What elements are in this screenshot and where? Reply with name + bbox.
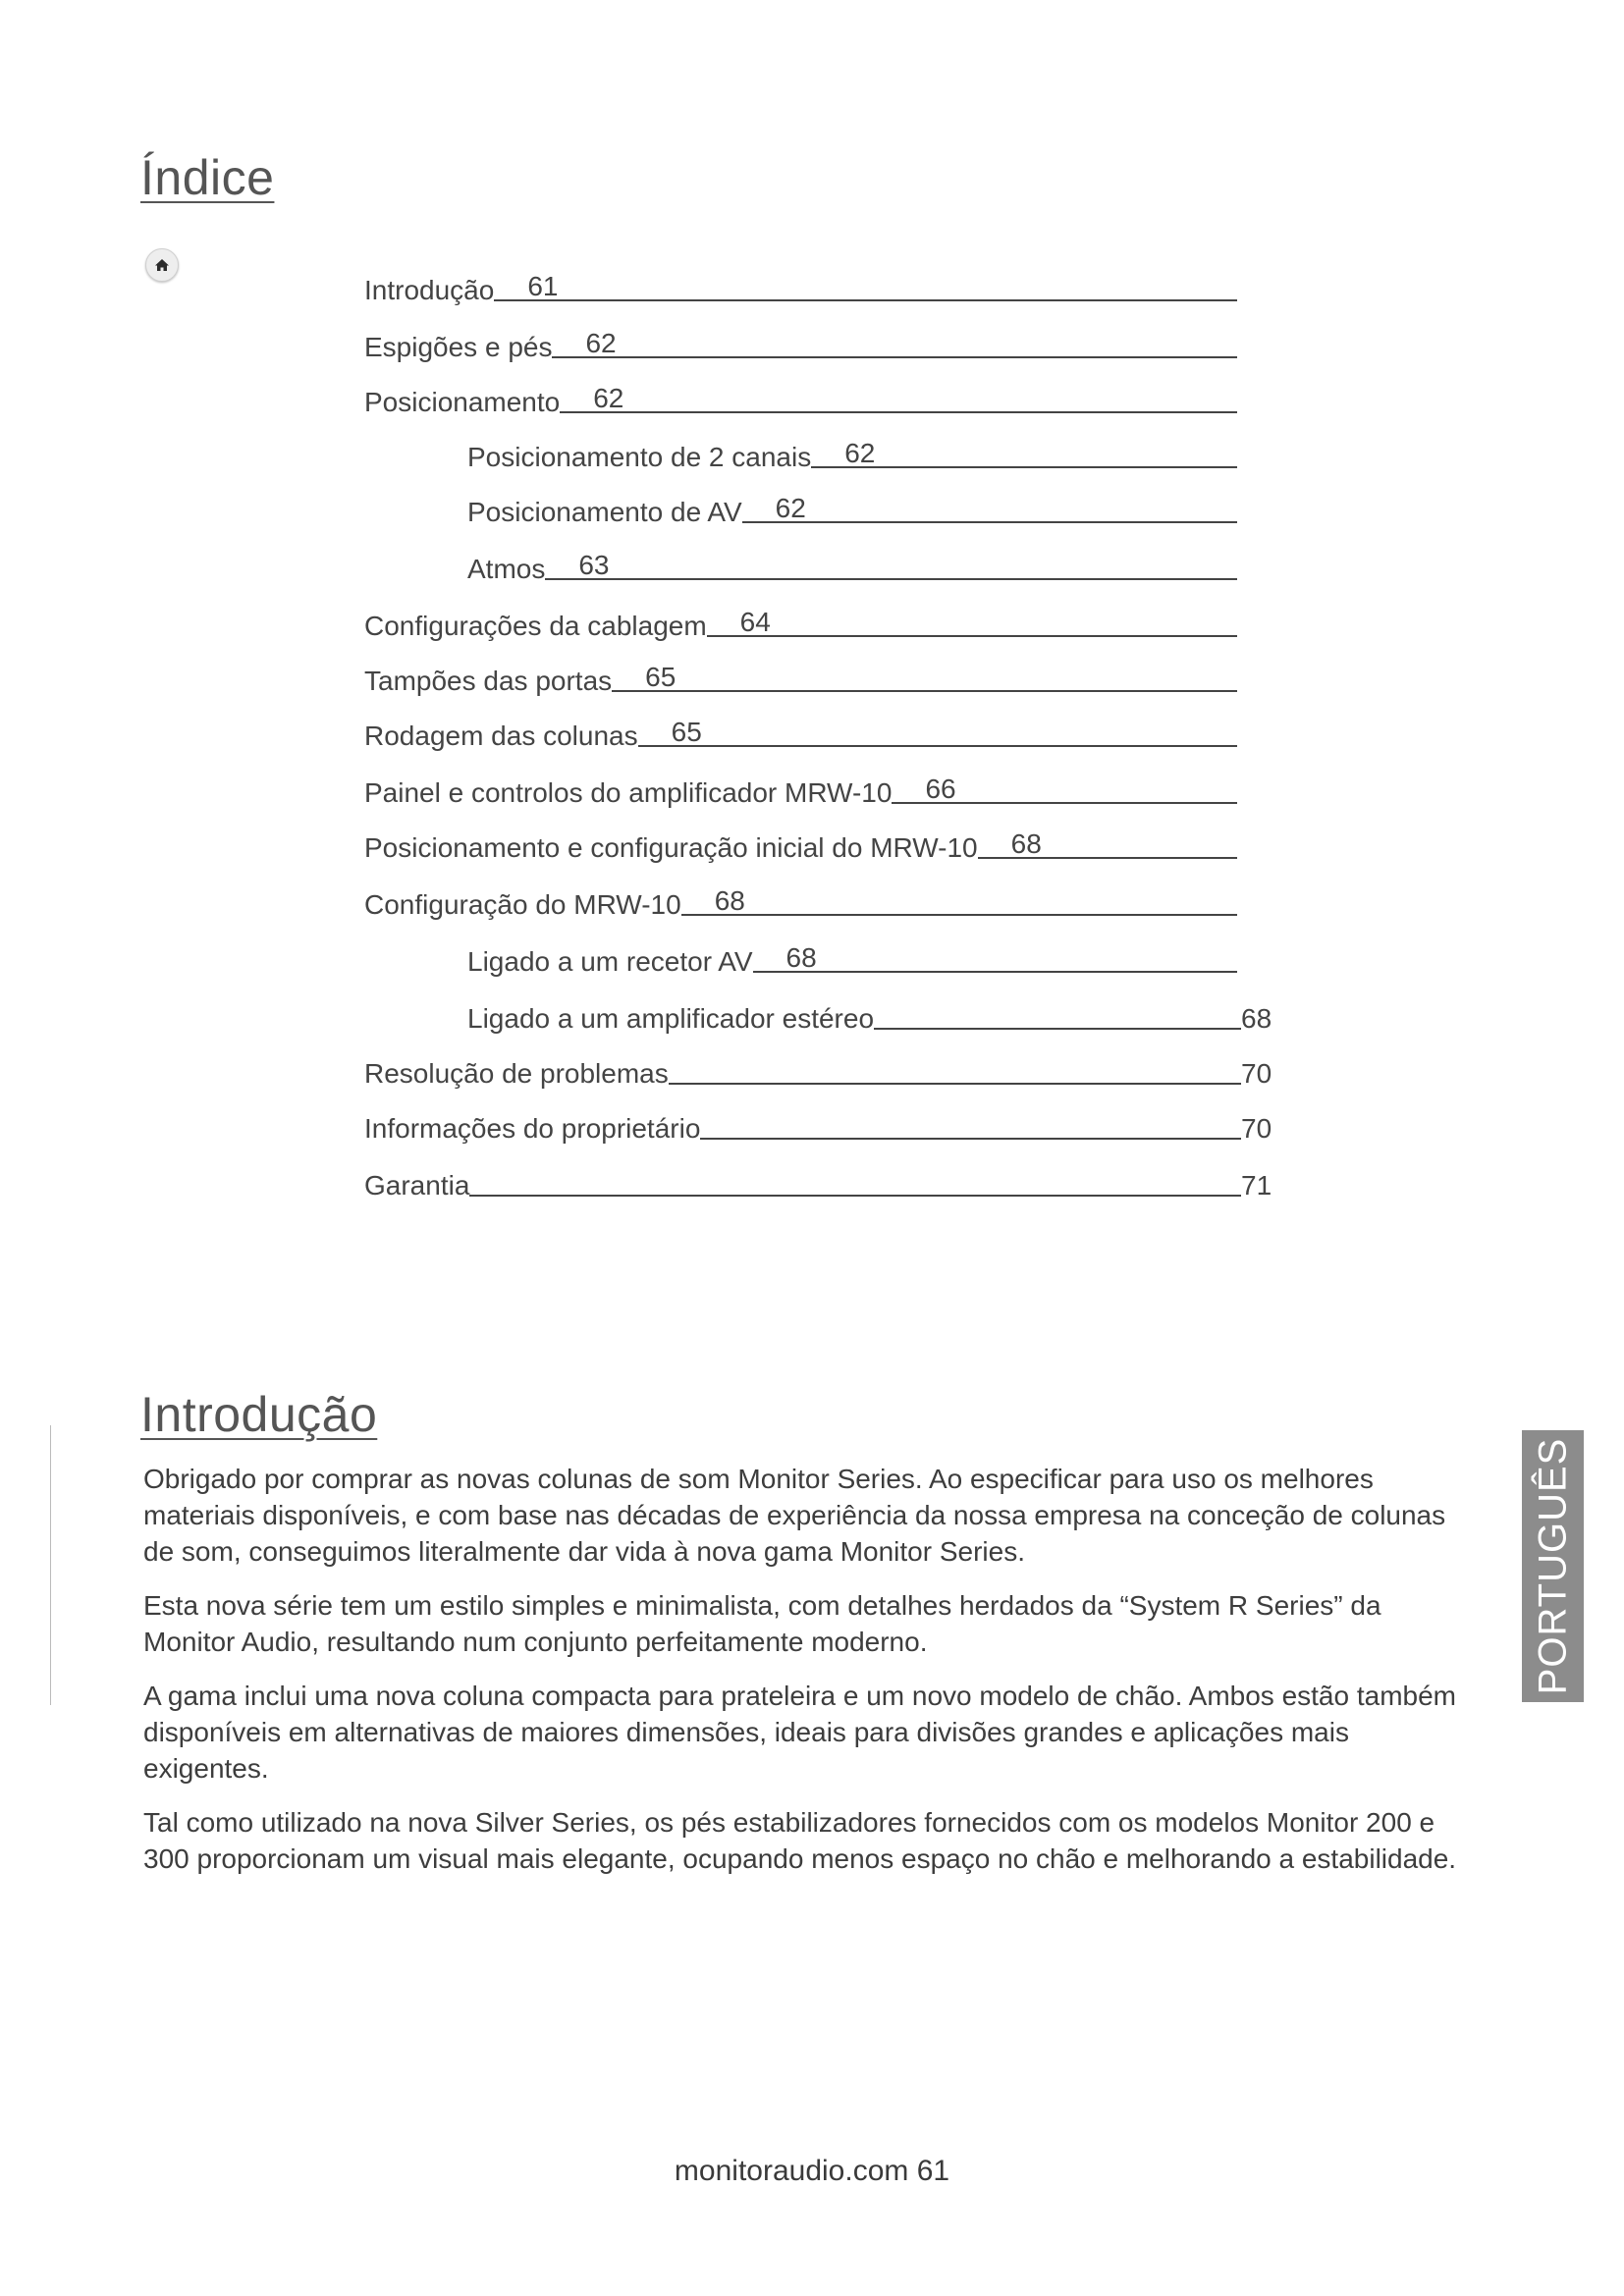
- toc-entry-page: 62: [775, 493, 806, 523]
- toc-entry[interactable]: [364, 1050, 1276, 1090]
- toc-entry-label: Ligado a um amplificador estéreo: [467, 1003, 875, 1034]
- toc-entry-label: Tampões das portas: [364, 666, 613, 696]
- toc-leader: [892, 773, 1237, 804]
- toc-entry-page: 62: [844, 438, 876, 468]
- toc-entry[interactable]: [364, 881, 1237, 921]
- toc-leader: [700, 1108, 1241, 1140]
- toc-entry-label: Painel e controlos do amplificador MRW-10: [364, 777, 893, 808]
- toc-leader: [707, 606, 1237, 637]
- toc-entry-page: 70: [1241, 1058, 1272, 1089]
- toc-leader: [811, 437, 1237, 468]
- toc-leader: [494, 270, 1237, 301]
- toc-leader: [681, 884, 1237, 916]
- toc-entry[interactable]: [364, 324, 1237, 363]
- toc-entry-page: 63: [578, 550, 610, 580]
- intro-paragraph: Esta nova série tem um estilo simples e minimalista, com detalhes herdados da “System R Series” da Monitor Audio, resultando num conjunto perfeitamente moderno.: [143, 1590, 1381, 1657]
- toc-entry-label: Posicionamento de 2 canais: [467, 442, 812, 472]
- toc-entry-page: 62: [593, 383, 624, 413]
- toc-entry-label: Resolução de problemas: [364, 1058, 669, 1089]
- toc-entry[interactable]: [364, 825, 1237, 864]
- toc-entry-label: Configuração do MRW-10: [364, 889, 681, 920]
- toc-entry[interactable]: [364, 1162, 1276, 1201]
- toc-leader: [545, 549, 1237, 580]
- toc-entry-label: Garantia: [364, 1170, 470, 1201]
- toc-entry-label: Rodagem das colunas: [364, 721, 638, 751]
- toc-entry-page: 62: [585, 328, 617, 358]
- toc-entry-page: 71: [1241, 1170, 1272, 1201]
- intro-title: Introdução: [140, 1387, 378, 1442]
- toc-entry-label: Introdução: [364, 275, 495, 305]
- toc-leader: [978, 828, 1237, 859]
- toc-leader: [560, 382, 1237, 413]
- toc-entry-label: Configurações da cablagem: [364, 611, 707, 641]
- toc-entry-label: Atmos: [467, 554, 546, 584]
- toc-leader: [669, 1053, 1241, 1085]
- toc-entry[interactable]: [364, 770, 1237, 809]
- home-icon: [154, 258, 170, 272]
- toc-entry-page: 66: [925, 774, 956, 804]
- toc-entry-page: 68: [1241, 1003, 1272, 1034]
- toc-leader: [469, 1165, 1241, 1197]
- toc-title: Índice: [140, 150, 275, 205]
- toc-leader: [753, 941, 1237, 973]
- toc-entry[interactable]: [364, 713, 1237, 752]
- toc-entry[interactable]: [467, 938, 1237, 978]
- toc-leader: [874, 998, 1241, 1030]
- toc-leader: [638, 716, 1237, 747]
- toc-entry-label: Posicionamento de AV: [467, 497, 742, 527]
- toc-leader: [742, 492, 1237, 523]
- toc-entry-page: 70: [1241, 1113, 1272, 1144]
- intro-paragraph: Obrigado por comprar as novas colunas de som Monitor Series. Ao especificar para uso os melhores materiais disponíveis, e com base nas décadas de experiência da nossa empresa na conceção de colunas de som, conseguimos literalmente dar vida à nova gama Monitor Series.: [143, 1464, 1446, 1567]
- toc-entry[interactable]: [467, 489, 1237, 528]
- toc-entry-page: 65: [671, 717, 702, 747]
- toc-entry[interactable]: [467, 434, 1237, 473]
- toc-entry[interactable]: [467, 546, 1237, 585]
- margin-rule: [50, 1425, 51, 1705]
- toc-entry-label: Ligado a um recetor AV: [467, 946, 753, 977]
- language-tab-label: PORTUGUÊS: [1531, 1437, 1575, 1695]
- toc-entry-label: Posicionamento e configuração inicial do MRW-10: [364, 832, 978, 863]
- toc-entry[interactable]: [364, 603, 1237, 642]
- intro-paragraph: A gama inclui uma nova coluna compacta para prateleira e um novo modelo de chão. Ambos estão também disponíveis em alternativas de maiores dimensões, ideais para divisões grandes e aplicações mais exigentes.: [143, 1681, 1456, 1784]
- toc-entry[interactable]: [364, 379, 1237, 418]
- toc-entry[interactable]: [467, 995, 1276, 1035]
- toc-entry[interactable]: [364, 658, 1237, 697]
- toc-entry-label: Informações do proprietário: [364, 1113, 701, 1144]
- intro-paragraph: Tal como utilizado na nova Silver Series, os pés estabilizadores fornecidos com os modelos Monitor 200 e 300 proporcionam um visual mais elegante, ocupando menos espaço no chão e melhorando a estabilidade.: [143, 1807, 1457, 1874]
- home-button[interactable]: [145, 248, 179, 282]
- toc-leader: [612, 661, 1237, 692]
- toc-entry[interactable]: [364, 1105, 1276, 1145]
- language-tab[interactable]: [1522, 1430, 1584, 1702]
- toc-entry-label: Espigões e pés: [364, 332, 553, 362]
- toc-entry-label: Posicionamento: [364, 387, 561, 417]
- toc-leader: [552, 327, 1237, 358]
- toc-entry-page: 68: [714, 885, 745, 916]
- toc-entry-page: 64: [739, 607, 771, 637]
- toc-entry[interactable]: [364, 267, 1237, 306]
- page-footer: monitoraudio.com 61: [674, 2155, 950, 2187]
- toc-entry-page: 65: [645, 662, 677, 692]
- toc-entry-page: 68: [1010, 828, 1042, 859]
- intro-body: [143, 1461, 1459, 1895]
- toc-entry-page: 61: [527, 271, 559, 301]
- toc-entry-page: 68: [785, 942, 817, 973]
